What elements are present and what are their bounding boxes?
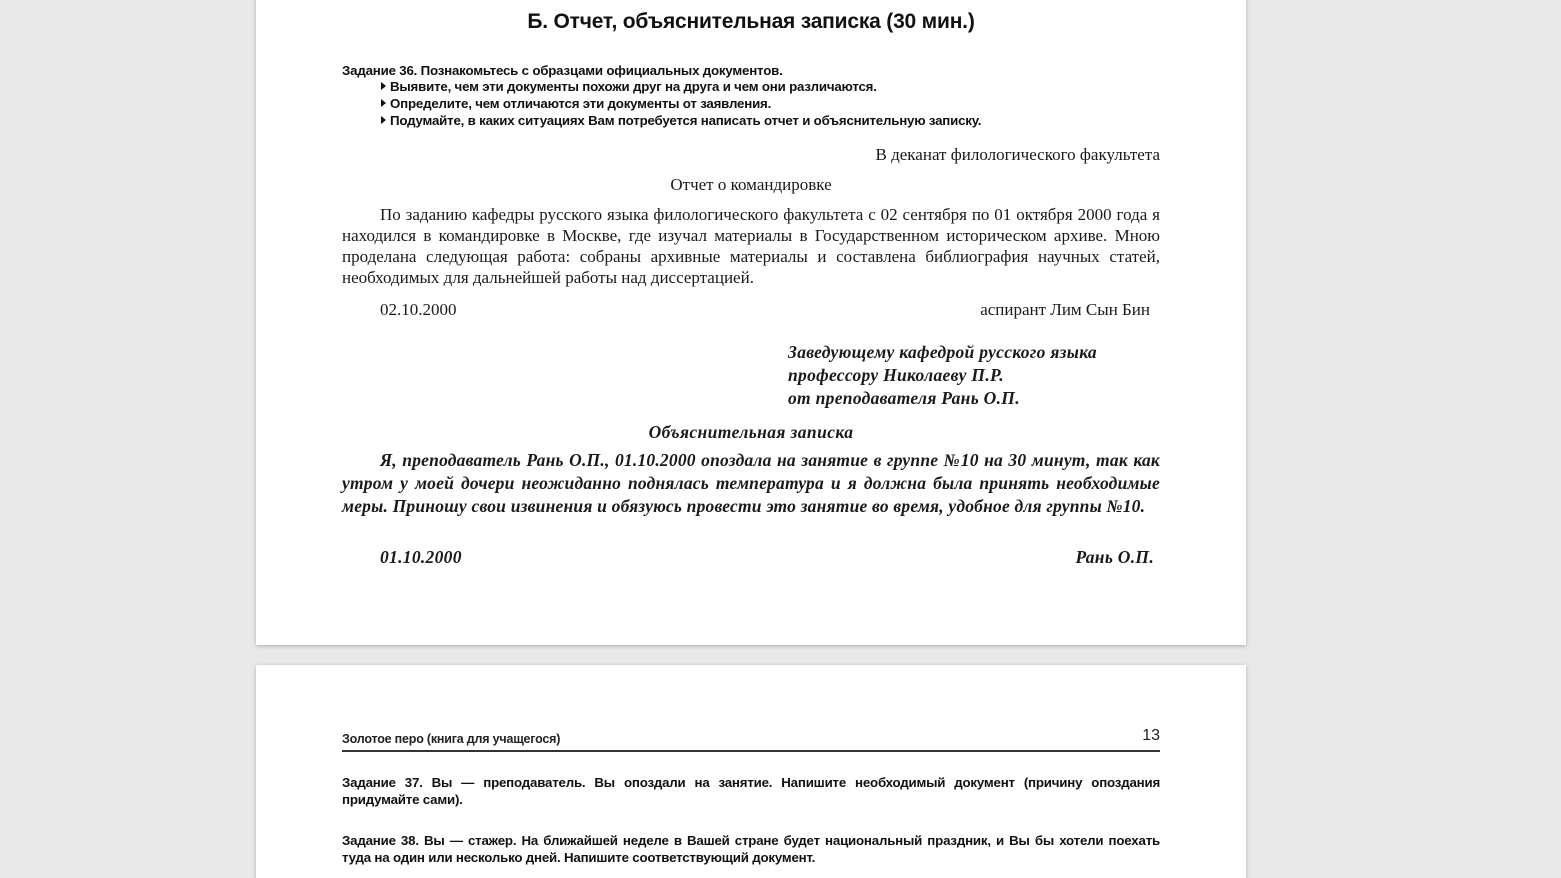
note-addressee-line: от преподавателя Рань О.П. — [788, 388, 1020, 408]
task-37: Задание 37. Вы — преподаватель. Вы опоздали на занятие. Напишите необходимый документ (причину опоздания придумайте сами). — [342, 775, 1160, 807]
task-38: Задание 38. Вы — стажер. На ближайшей неделе в Вашей стране будет национальный праздник, и Вы бы хотели поехать туда на один или несколько дней. Напишите соответствующий документ. — [342, 833, 1160, 865]
note-date: 01.10.2000 — [380, 547, 462, 567]
running-head: Золотое перо (книга для учащегося) — [342, 732, 561, 746]
task-36-heading: Задание 36. Познакомьтесь с образцами официальных документов. — [342, 63, 783, 78]
note-body — [342, 449, 1160, 518]
note-title: Объяснительная записка — [648, 422, 854, 442]
task-36-bullet — [381, 113, 981, 128]
note-signature: Рань О.П. — [1075, 547, 1154, 567]
document-page-2 — [256, 665, 1246, 878]
note-addressee-line: профессору Николаеву П.Р. — [788, 365, 1004, 385]
bullet-triangle-icon — [381, 82, 386, 90]
report-title: Отчет о командировке — [670, 175, 832, 194]
page-number: 13 — [1142, 727, 1160, 744]
bullet-text: Подумайте, в каких ситуациях Вам потребуется написать отчет и объяснительную записку. — [390, 113, 982, 128]
report-body — [342, 204, 1160, 288]
report-date: 02.10.2000 — [380, 300, 457, 319]
note-body-text: Я, преподаватель Рань О.П., 01.10.2000 опоздала на занятие в группе №10 на 30 минут, так как утром у моей дочери неожиданно поднялась температура и я должна была принять необходимые меры. Приношу свои извинения и обязуюсь провести это занятие во время, удобное для группы №10. — [342, 450, 1160, 516]
bullet-triangle-icon — [381, 99, 386, 107]
task-36-bullet — [381, 79, 877, 94]
bullet-text: Определите, чем отличаются эти документы от заявления. — [390, 96, 772, 111]
note-addressee-line: Заведующему кафедрой русского языка — [788, 342, 1097, 362]
bullet-triangle-icon — [381, 116, 386, 124]
task-36-bullet — [381, 96, 771, 111]
document-page-1 — [256, 0, 1246, 645]
header-rule — [342, 750, 1160, 752]
bullet-text: Выявите, чем эти документы похожи друг на друга и чем они различаются. — [390, 79, 877, 94]
report-body-text: По заданию кафедры русского языка филологического факультета с 02 сентября по 01 октября 2000 года я находился в командировке в Москве, где изучал материалы в Государственном историческом архиве. Мною проделана следующая работа: собраны архивные материалы и составлена библиография научных статей, необходимых для дальнейшей работы над диссертацией. — [342, 205, 1160, 287]
report-signature: аспирант Лим Сын Бин — [980, 300, 1150, 319]
report-addressee: В деканат филологического факультета — [875, 145, 1160, 164]
section-title: Б. Отчет, объяснительная записка (30 мин.) — [527, 10, 975, 33]
